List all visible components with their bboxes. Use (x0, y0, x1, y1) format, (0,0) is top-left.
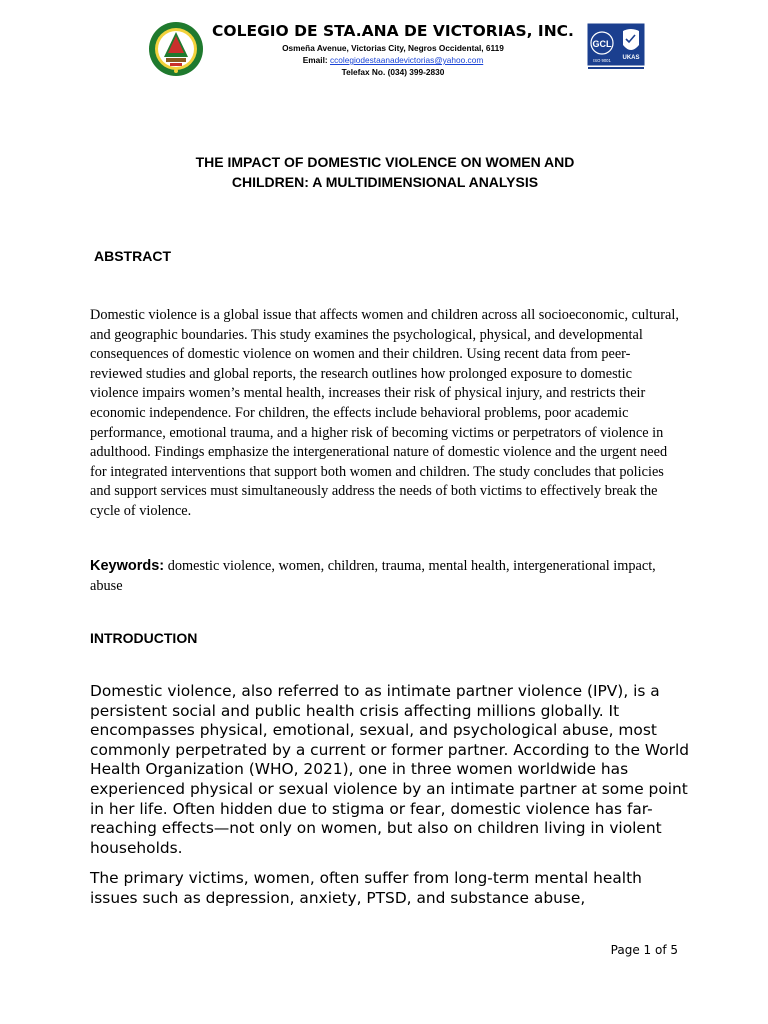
school-seal-logo (148, 21, 204, 77)
page-number: Page 1 of 5 (610, 943, 678, 957)
certification-logo (587, 23, 645, 73)
telefax-line: Telefax No. (034) 399-2830 (341, 67, 445, 77)
email-label: Email: (302, 55, 328, 65)
keywords (90, 556, 680, 596)
introduction-body (90, 682, 690, 920)
introduction-paragraph-1: Domestic violence, also referred to as intimate partner violence (IPV), is a persistent social and public health crisis affecting millions globally. It encompasses physical, emotional, sexual, and psychological abuse, most commonly perpetrated by a current or former partner. According to the World Health Organization (WHO, 2021), one in three women worldwide has experienced physical or sexual violence by an intimate partner at some point in her life. Often hidden due to stigma or fear, domestic violence has far-reaching effects—not only on women, but also on children living in violent households. (90, 682, 689, 857)
cert-accreditation-text: UKAS (622, 55, 640, 61)
keywords-label: Keywords: (90, 558, 165, 574)
paper-title (90, 152, 680, 192)
introduction-heading: INTRODUCTION (90, 630, 198, 646)
abstract-body: Domestic violence is a global issue that affects women and children across all socioeconomic, cultural, and geographic boundaries. This study examines the psychological, physical, and developmental consequences of domestic violence on women and their children. Using recent data from peer-reviewed studies and global reports, the research outlines how prolonged exposure to domestic violence impairs women’s mental health, increases their risk of physical injury, and restricts their economic independence. For children, the effects include behavioral problems, poor academic performance, emotional trauma, and a higher risk of becoming victims or perpetrators of violence in adulthood. Findings emphasize the intergenerational nature of domestic violence and the urgent need for integrated interventions that support both women and children. The study concludes that policies and support services must simultaneously address the needs of both victims to effectively break the cycle of violence. (90, 307, 679, 519)
title-line-2: CHILDREN: A MULTIDIMENSIONAL ANALYSIS (231, 174, 539, 190)
school-address: Osmeña Avenue, Victorias City, Negros Occidental, 6119 (282, 43, 504, 53)
school-name: COLEGIO DE STA.ANA DE VICTORIAS, INC. (212, 22, 574, 40)
cert-standard-text: ISO 9001 (593, 58, 611, 63)
title-line-1: THE IMPACT OF DOMESTIC VIOLENCE ON WOMEN AND (195, 154, 575, 170)
email-line (206, 55, 580, 65)
abstract-heading: ABSTRACT (94, 248, 171, 264)
keywords-text: domestic violence, women, children, trauma, mental health, intergenerational impact, abuse (90, 558, 656, 594)
introduction-paragraph-2: The primary victims, women, often suffer from long-term mental health issues such as depression, anxiety, PTSD, and substance abuse, (90, 869, 642, 907)
cert-brand-text: GCL (592, 39, 612, 49)
email-link[interactable]: ccolegiodestaanadevictorias@yahoo.com (329, 55, 484, 65)
